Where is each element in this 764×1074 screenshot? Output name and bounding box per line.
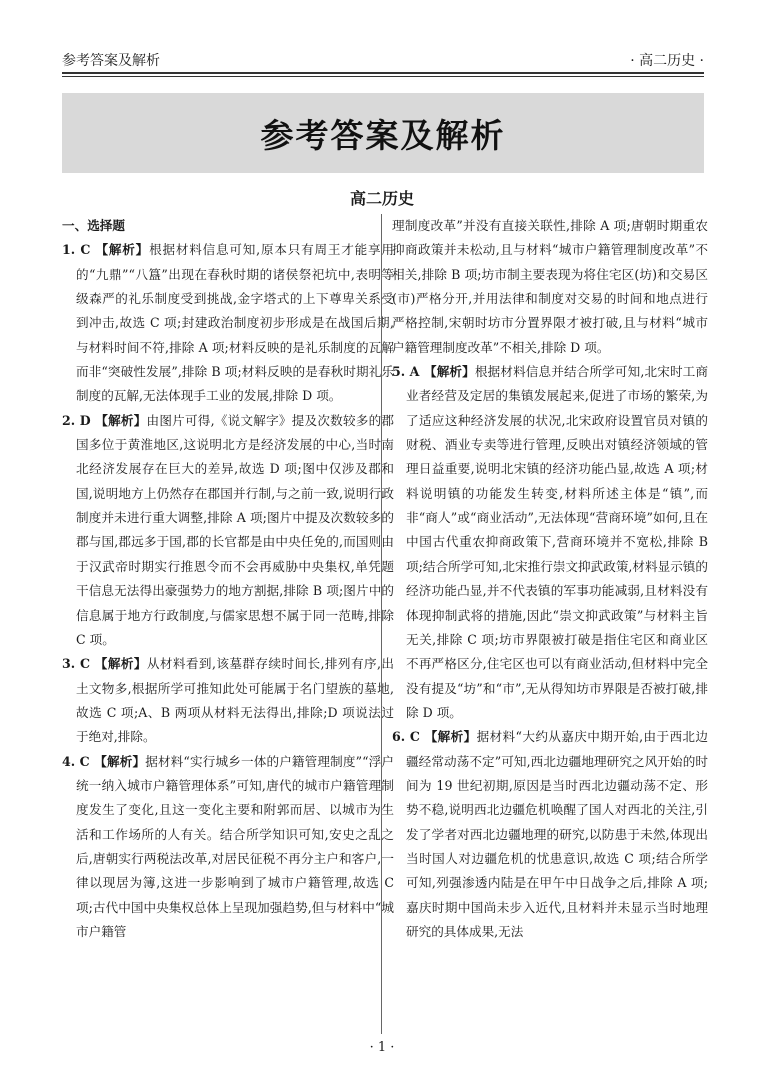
header-left-title: 参考答案及解析 <box>62 53 160 69</box>
question-number: 1. C <box>62 242 96 258</box>
question-number: 2. D <box>62 412 96 428</box>
column-divider <box>381 214 382 1034</box>
right-column <box>392 214 708 944</box>
page-number: · 1 · <box>369 1040 395 1055</box>
answer-text: 理制度改革”并没有直接关联性,排除 A 项;唐朝时期重农抑商政策并未松动,且与材料“城市户籍管理制度改革”不相关,排除 B 项;坊市制主要表现为将住宅区(坊)和交易区(市)严格分开,并用法律和制度对交易的时间和地点进行严格控制,宋朝时坊市分置界限才被打破,且与材料“城市户籍管理制度改革”不相关,排除 D 项。 <box>392 218 708 355</box>
analysis-tag: 【解析】 <box>95 412 147 428</box>
answer-text: 据材料“实行城乡一体的户籍管理制度”“浮户统一纳入城市户籍管理体系”可知,唐代的城市户籍管理制度发生了变化,且这一变化主要和附郭而居、以城市为生活和工作场所的人有关。结合所学知识可知,安史之乱之后,唐朝实行两税法改革,对居民征税不再分主户和客户,一律以现居为簿,这进一步影响到了城市户籍管理,故选 C 项;古代中国中央集权总体上呈现加强趋势,但与材料中“城市户籍管 <box>76 753 394 939</box>
answer-item <box>62 652 394 749</box>
question-number: 5. A <box>392 364 424 380</box>
answer-item <box>62 238 394 408</box>
analysis-tag: 【解析】 <box>94 753 146 769</box>
left-column <box>62 214 394 944</box>
analysis-tag: 【解析】 <box>423 364 475 380</box>
header-rule-thin <box>62 76 704 77</box>
analysis-tag: 【解析】 <box>94 656 147 672</box>
answer-text: 从材料看到,该墓群存续时间长,排列有序,出土文物多,根据所学可推知此处可能属于名门望族的墓地,故选 C 项;A、B 两项从材料无法得出,排除;D 项说法过于绝对,排除。 <box>76 656 394 745</box>
answer-item <box>392 360 708 725</box>
answer-text: 根据材料信息可知,原本只有周王才能享用的“九鼎”“八簋”出现在春秋时期的诸侯祭祀坑中,表明等级森严的礼乐制度受到挑战,金字塔式的上下尊卑关系受到冲击,故选 C 项;封建政治制度初步形成是在战国后期,与材料时间不符,排除 A 项;材料反映的是礼乐制度的瓦解而非“突破性发展”,排除 B 项;材料反映的是春秋时期礼乐制度的瓦解,无法体现手工业的发展,排除 D 项。 <box>76 242 394 404</box>
header-rule <box>62 72 704 74</box>
answer-item <box>62 409 394 652</box>
analysis-tag: 【解析】 <box>95 242 150 258</box>
subject-title: 高二历史 <box>349 189 414 208</box>
header-right-subject: · 高二历史 · <box>630 53 704 69</box>
answer-text: 根据材料信息并结合所学可知,北宋时工商业者经营及定居的集镇发展起来,促进了市场的繁荣,为了适应这种经济发展的状况,北宋政府设置官员对镇的财税、酒业专卖等进行管理,反映出对镇经济领域的管理日益重要,说明北宋镇的经济功能凸显,故选 A 项;材料说明镇的功能发生转变,材料所述主体是“镇”,而非“商人”或“商业活动”,无法体现“营商环境”如何,且在中国古代重农抑商政策下,营商环境并不宽松,排除 B 项;结合所学可知,北宋推行崇文抑武政策,材料显示镇的经济功能凸显,并不代表镇的军事功能减弱,且材料没有体现抑制武将的措施,因此“崇文抑武政策”与材料主旨无关,排除 C 项;坊市界限被打破是指住宅区和商业区不再严格区分,住宅区也可以有商业活动,但材料中完全没有提及“坊”和“市”,无从得知坊市界限是否被打破,排除 D 项。 <box>406 364 709 720</box>
left-question-list <box>62 238 394 944</box>
question-number: 6. C <box>392 729 425 745</box>
answer-item <box>392 214 708 360</box>
answer-text: 据材料“大约从嘉庆中期开始,由于西北边疆经常动荡不定”可知,西北边疆地理研究之风开始的时间为 19 世纪初期,原因是当时西北边疆动荡不定、形势不稳,说明西北边疆危机唤醒了国人对西北的关注,引发了学者对西北边疆地理的研究,以防患于未然,体现出当时国人对边疆危机的忧患意识,故选 C 项;结合所学可知,列强渗透内陆是在甲午中日战争之后,排除 A 项;嘉庆时期中国尚未步入近代,且材料并未显示当时地理研究的具体成果,无法 <box>406 729 708 939</box>
right-question-list <box>392 214 708 944</box>
answer-item <box>392 725 708 944</box>
question-number: 3. C <box>62 656 95 672</box>
answer-item <box>62 750 394 945</box>
analysis-tag: 【解析】 <box>424 729 477 745</box>
running-header <box>62 46 704 70</box>
question-number: 4. C <box>62 753 95 769</box>
banner-title: 参考答案及解析 <box>260 115 506 155</box>
section-heading: 一、选择题 <box>62 218 125 233</box>
answer-text: 由图片可得,《说文解字》提及次数较多的郡国多位于黄淮地区,这说明北方是经济发展的中心,当时南北经济发展存在巨大的差异,故选 D 项;图中仅涉及郡和国,说明地方上仍然存在郡国并行制,与之前一致,说明行政制度并未进行重大调整,排除 A 项;图片中提及次数较多的郡与国,郡远多于国,郡的长官都是由中央任免的,而国则由于汉武帝时期实行推恩令而不会再威胁中央集权,单凭题干信息无法得出豪强势力的地方割据,排除 B 项;图片中的信息属于地方行政制度,与儒家思想不属于同一范畴,排除 C 项。 <box>76 412 394 647</box>
title-banner <box>62 93 704 173</box>
